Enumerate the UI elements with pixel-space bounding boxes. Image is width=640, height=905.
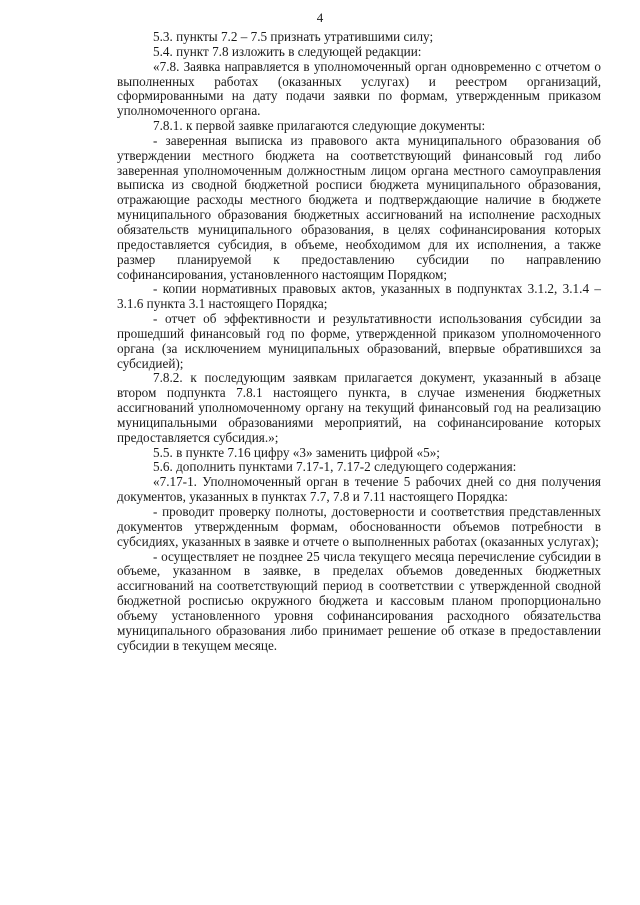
list-item-transfer: - осуществляет не позднее 25 числа текущего месяца перечисление субсидии в объеме, указанном в заявке, в пределах объемов доведенных бюджетных ассигнований на соответствующий период в соответствии с утвержденной сводной бюджетной росписью окружного бюджета и кассовым планом пропорционально объему установленного уровня софинансирования расходного обязательства муниципального образования либо принимает решение об отказе в предоставлении субсидии в текущем месяце. [117,548,601,653]
list-item-legal-acts: - копии нормативных правовых актов, указанных в подпунктах 3.1.2, 3.1.4 – 3.1.6 пункта 3.1 настоящего Порядка; [117,281,601,312]
list-item-efficiency-report: - отчет об эффективности и результативности использования субсидии за прошедший финансовый год по форме, утвержденной приказом уполномоченного органа (за исключением муниципальных образований, впервые обратившихся за субсидией); [117,311,601,371]
paragraph-7-8: «7.8. Заявка направляется в уполномоченный орган одновременно с отчетом о выполненных работах (оказанных услугах) и реестром организаций, сформированными на дату подачи заявки по формам, утвержденным приказом уполномоченного органа. [117,58,601,119]
list-item-verification: - проводит проверку полноты, достоверности и соответствия представленных документов утвержденным формам, обоснованности объемов потребности в субсидиях, указанных в заявке и отчете о выполненных работах (оказанных услугах); [117,504,601,549]
document-body [117,30,601,653]
paragraph-7-8-1: 7.8.1. к первой заявке прилагаются следующие документы: [153,118,486,134]
paragraph-5-3: 5.3. пункты 7.2 – 7.5 признать утратившими силу; [153,29,434,44]
paragraph-7-17-1: «7.17-1. Уполномоченный орган в течение 5 рабочих дней со дня получения документов, указанных в пунктах 7.7, 7.8 и 7.11 настоящего Порядка: [117,474,601,505]
paragraph-5-4: 5.4. пункт 7.8 изложить в следующей редакции: [153,43,422,59]
paragraph-7-8-2: 7.8.2. к последующим заявкам прилагается документ, указанный в абзаце втором подпункта 7.8.1 настоящего пункта, в случае изменения бюджетных ассигнований уполномоченному органу на текущий финансовый год на реализацию муниципальными образованиями мероприятий, на софинансирование которых предоставляется субсидия.»; [117,370,601,445]
paragraph-5-5: 5.5. в пункте 7.16 цифру «3» заменить цифрой «5»; [153,444,440,460]
list-item-budget-extract: - заверенная выписка из правового акта муниципального образования об утверждении местного бюджета на соответствующий финансовый год либо заверенная уполномоченным должностным лицом органа местного самоуправления выписка из сводной бюджетной росписи бюджета муниципального образования, отражающие расходы местного бюджета и подтверждающие наличие в бюджете муниципального образования бюджетных ассигнований на исполнение расходных обязательств муниципального образования, в целях софинансирования которых предоставляется субсидия, в объеме, необходимом для их исполнения, а также размер планируемой к предоставлению субсидии по направлению софинансирования, установленного настоящим Порядком; [117,132,601,282]
paragraph-5-6: 5.6. дополнить пунктами 7.17-1, 7.17-2 следующего содержания: [153,459,517,475]
page-number: 4 [316,10,324,25]
